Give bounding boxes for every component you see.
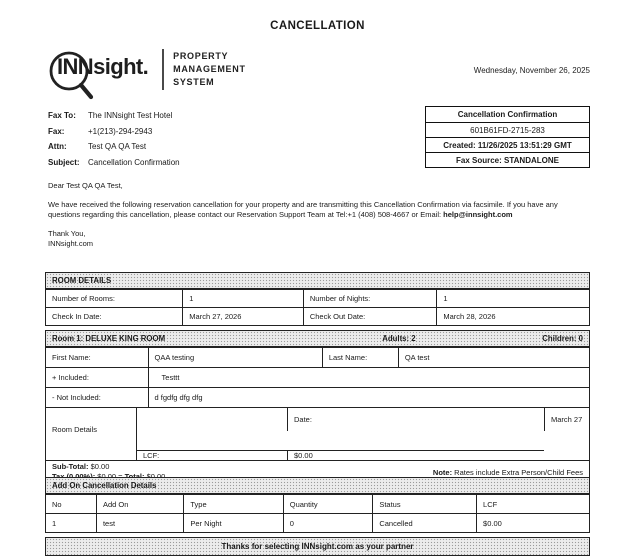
col-lcf: LCF — [476, 495, 589, 513]
confirmation-id: 601B61FD-2715-283 — [426, 122, 589, 137]
letter-closing — [48, 229, 590, 249]
subtotal-label: Sub-Total: — [52, 462, 89, 471]
lcf-value: $0.00 — [287, 450, 544, 460]
fax-to-line — [48, 108, 180, 124]
closing-brand: INNsight.com — [48, 239, 94, 248]
included-label: + Included: — [52, 373, 89, 382]
tagline-line-1: PROPERTY — [173, 50, 229, 61]
page-title: CANCELLATION — [270, 20, 365, 32]
col-addon: Add On — [96, 495, 183, 513]
room1-children: Children: 0 — [542, 334, 583, 343]
first-name-label: First Name: — [52, 353, 91, 362]
date-label: Date: — [287, 408, 544, 431]
col-quantity: Quantity — [283, 495, 373, 513]
addon-header: Add On Cancellation Details — [46, 478, 589, 494]
addon-no: 1 — [52, 518, 57, 528]
support-email: help@innsight.com — [443, 210, 513, 219]
attn-value: Test QA QA Test — [88, 142, 147, 152]
room-details-header: ROOM DETAILS — [46, 273, 589, 289]
date-value: March 27 — [544, 408, 589, 431]
room1-title: Room 1: DELUXE KING ROOM — [52, 334, 166, 343]
fax-source: Fax Source: STANDALONE — [426, 152, 589, 167]
not-included-label: - Not Included: — [52, 393, 101, 402]
table-row — [46, 367, 589, 387]
letter-body — [48, 181, 590, 249]
fax-to-label: Fax To: — [48, 111, 76, 121]
confirmation-box-title: Cancellation Confirmation — [457, 110, 558, 119]
col-no: No — [52, 499, 62, 509]
brand-name: INNsight. — [57, 54, 149, 79]
confirmation-created: Created: 11/26/2025 13:51:29 GMT — [426, 137, 589, 152]
room-rate-details — [46, 407, 589, 460]
subject-label: Subject: — [48, 157, 80, 167]
footer-banner: Thanks for selecting INNsight.com as your partner — [45, 537, 590, 556]
last-name-value: QA test — [398, 348, 589, 367]
addon-quantity: 0 — [283, 514, 373, 532]
subject-line — [48, 155, 180, 171]
rates-note — [433, 468, 583, 477]
addon-row — [46, 513, 589, 532]
fax-number-value: +1(213)-294-2943 — [88, 126, 153, 136]
included-value: Testtt — [148, 368, 589, 387]
subtotal-line — [52, 462, 165, 472]
check-out-value: March 28, 2026 — [436, 308, 589, 325]
col-status: Status — [372, 495, 476, 513]
letter-text: We have received the following reservation cancellation for your property and are transmitting this Cancellation Confirmation via facsimile. If you have any questions regarding this cancellation, please contact our Reservation Support Team at Tel:+1 (408) 508-4667 or Email: — [48, 200, 558, 219]
room-details-table — [45, 272, 590, 326]
check-in-label: Check In Date: — [52, 312, 102, 321]
number-of-rooms-value: 1 — [182, 290, 303, 307]
number-of-nights-label: Number of Nights: — [303, 290, 437, 307]
subject-value: Cancellation Confirmation — [88, 157, 180, 167]
subtotal-value: $0.00 — [88, 462, 110, 471]
addon-status: Cancelled — [372, 514, 476, 532]
fax-number-line — [48, 124, 180, 140]
col-type: Type — [183, 495, 282, 513]
brand-logo — [48, 48, 148, 90]
lcf-label: LCF: — [136, 450, 287, 460]
table-row — [46, 289, 589, 307]
table-row — [46, 307, 589, 325]
number-of-rooms-label: Number of Rooms: — [52, 294, 115, 303]
note-label: Note: — [432, 467, 453, 477]
last-name-label: Last Name: — [322, 348, 398, 367]
check-in-value: March 27, 2026 — [182, 308, 303, 325]
letterhead — [48, 48, 246, 90]
rate-spacer-cell — [136, 408, 287, 450]
fax-to-value: The INNsight Test Hotel — [88, 111, 173, 121]
room-details-label: Room Details — [52, 424, 98, 434]
attn-line — [48, 139, 180, 155]
tagline-line-3: SYSTEM — [173, 76, 215, 87]
room1-header — [46, 331, 589, 347]
confirmation-box — [425, 106, 590, 168]
fax-header-block — [48, 108, 180, 170]
addon-name: test — [96, 514, 183, 532]
document-date: Wednesday, November 26, 2025 — [473, 66, 590, 75]
not-included-value: d fgdfg dfg dfg — [148, 388, 589, 407]
number-of-nights-value: 1 — [436, 290, 589, 307]
tagline-line-2: MANAGEMENT — [173, 63, 246, 74]
pms-tagline — [162, 49, 246, 90]
closing-thanks: Thank You, — [48, 229, 86, 238]
room1-adults: Adults: 2 — [382, 334, 416, 343]
fax-number-label: Fax: — [48, 126, 65, 136]
note-text: Rates include Extra Person/Child Fees — [452, 467, 583, 477]
letter-paragraph — [48, 200, 590, 220]
addon-column-header-row — [46, 494, 589, 513]
first-name-value: QAA testing — [148, 348, 322, 367]
addon-lcf: $0.00 — [476, 514, 589, 532]
greeting: Dear Test QA QA Test, — [48, 181, 123, 190]
addon-table — [45, 477, 590, 533]
attn-label: Attn: — [48, 142, 67, 152]
table-row — [46, 387, 589, 407]
check-out-label: Check Out Date: — [303, 308, 437, 325]
room1-table — [45, 330, 590, 484]
table-row — [46, 347, 589, 367]
addon-type: Per Night — [183, 514, 282, 532]
